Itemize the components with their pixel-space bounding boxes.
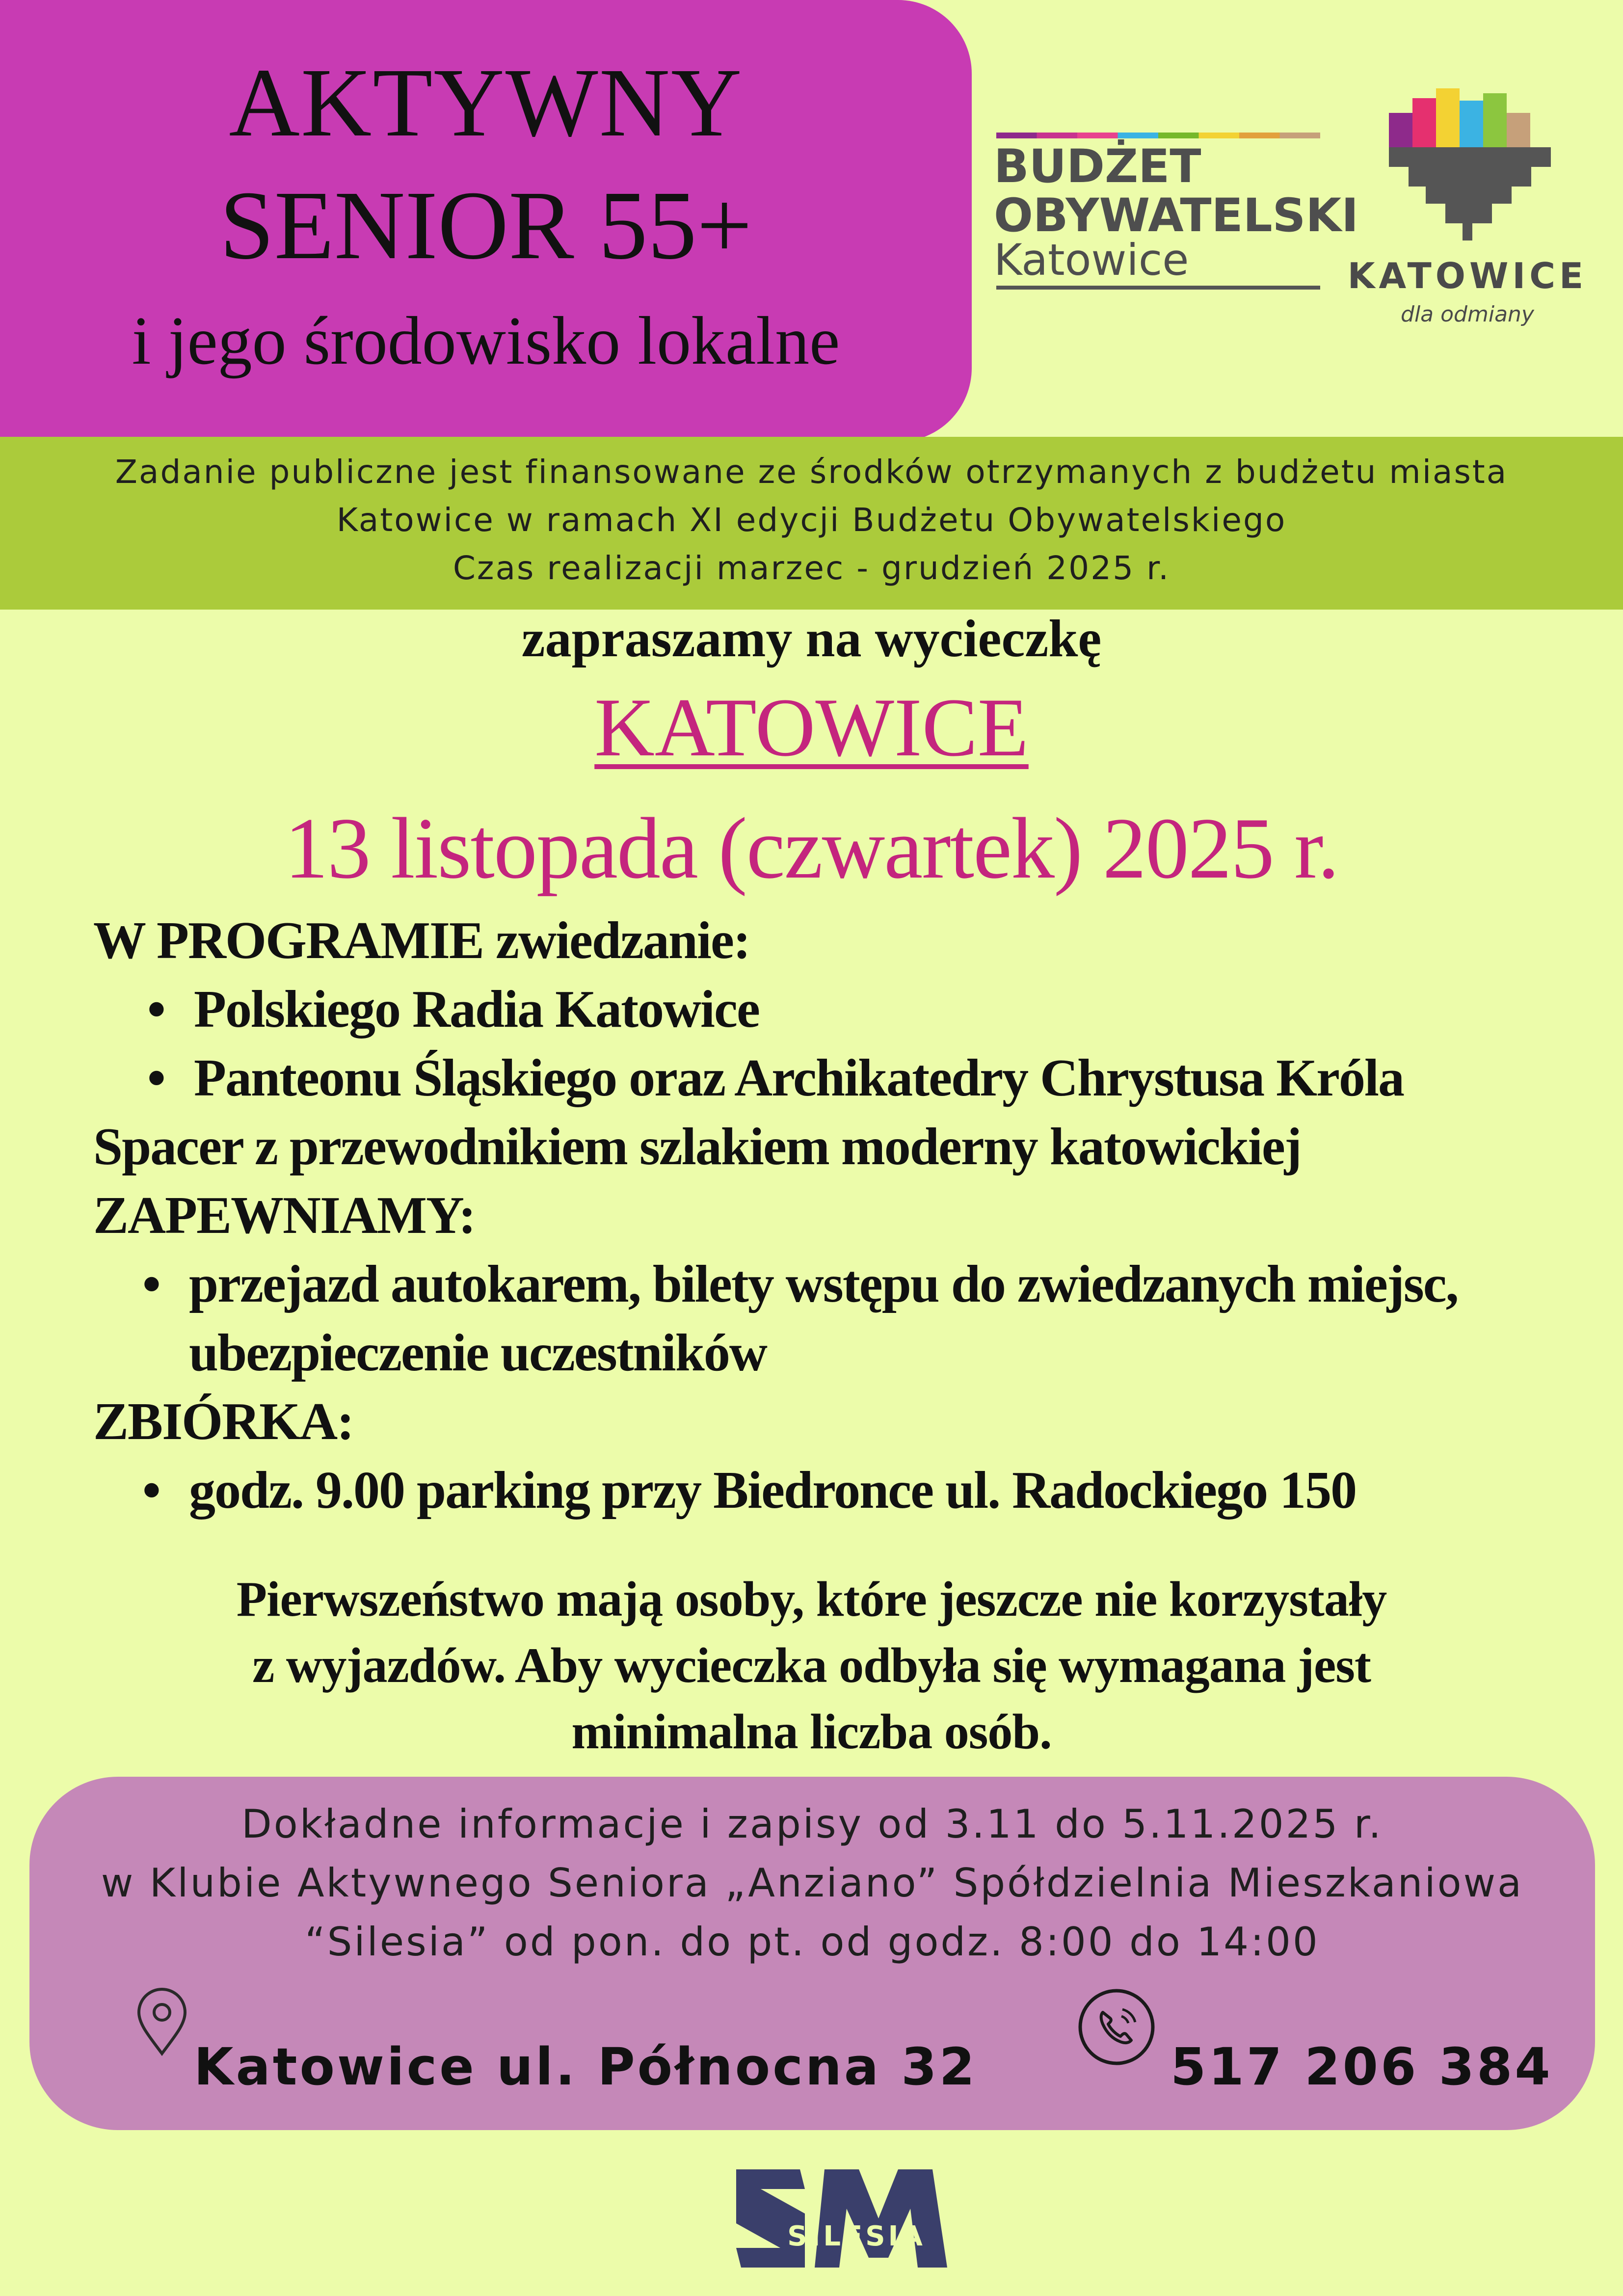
- note-line-2: z wyjazdów. Aby wycieczka odbyła się wymagana jest: [252, 1638, 1371, 1693]
- katowice-logo-slogan: dla odmiany: [1401, 302, 1534, 327]
- title-line-2: SENIOR 55+: [219, 171, 752, 280]
- note-line-3: minimalna liczba osób.: [571, 1704, 1052, 1760]
- info-line-3: “Silesia” od pon. do pt. od godz. 8:00 do 14:00: [305, 1919, 1320, 1965]
- provide-heading: ZAPEWNIAMY:: [93, 1186, 476, 1245]
- location-pin-icon: [135, 1988, 189, 2056]
- info-line-1: Dokładne informacje i zapisy od 3.11 do 5.11.2025 r.: [241, 1801, 1383, 1847]
- info-line-2: w Klubie Aktywnego Seniora „Anziano” Spółdzielnia Mieszkaniowa: [101, 1860, 1524, 1906]
- note-line-1: Pierwszeństwo mają osoby, które jeszcze nie korzystały: [236, 1572, 1387, 1627]
- funding-line-2: Katowice w ramach XI edycji Budżetu Obywatelskiego: [336, 501, 1287, 539]
- funding-line-1: Zadanie publiczne jest finansowane ze środków otrzymanych z budżetu miasta: [115, 453, 1508, 491]
- sm-logo-text: SILESIA: [787, 2220, 926, 2252]
- program-heading: [93, 910, 750, 971]
- program-item: • Panteonu Śląskiego oraz Archikatedry Chrystusa Króla: [194, 1048, 1404, 1109]
- trip-date: 13 listopada (czwartek) 2025 r.: [284, 800, 1339, 897]
- meeting-item: • godz. 9.00 parking przy Biedronce ul. Radockiego 150: [189, 1460, 1356, 1521]
- budzet-logo-line-3: Katowice: [994, 235, 1189, 285]
- trip-city: [0, 680, 1623, 775]
- budzet-stripe-icon: [996, 133, 1320, 138]
- invite-text: zapraszamy na wycieczkę: [521, 610, 1102, 668]
- program-walk: Spacer z przewodnikiem szlakiem moderny katowickiej: [93, 1118, 1301, 1176]
- phone-icon: [1077, 1988, 1156, 2066]
- title-subtitle: i jego środowisko lokalne: [132, 303, 840, 379]
- provide-item-line-1: • przejazd autokarem, bilety wstępu do zwiedzanych miejsc,: [189, 1254, 1458, 1315]
- phone-number: 517 206 384: [1171, 2037, 1553, 2097]
- program-heading-bold: W PROGRAMIE: [93, 911, 484, 970]
- meeting-heading: ZBIÓRKA:: [93, 1392, 354, 1451]
- katowice-logo-name: KATOWICE: [1347, 255, 1588, 296]
- provide-item-line-2: ubezpieczenie uczestników: [189, 1324, 767, 1382]
- katowice-logo-icon: [1389, 88, 1551, 240]
- address-text: Katowice ul. Północna 32: [194, 2037, 978, 2097]
- sm-silesia-logo-icon: [731, 2160, 952, 2277]
- funding-line-3: Czas realizacji marzec - grudzień 2025 r.: [452, 549, 1171, 587]
- trip-city-label: KATOWICE: [594, 681, 1029, 774]
- budzet-logo-underline: [996, 286, 1320, 290]
- budzet-logo-line-1: BUDŻET: [994, 140, 1201, 193]
- title-line-1: AKTYWNY: [229, 49, 743, 157]
- program-item: • Polskiego Radia Katowice: [194, 979, 759, 1040]
- program-heading-rest: zwiedzanie:: [483, 911, 750, 970]
- budzet-logo-line-2: OBYWATELSKI: [994, 189, 1359, 242]
